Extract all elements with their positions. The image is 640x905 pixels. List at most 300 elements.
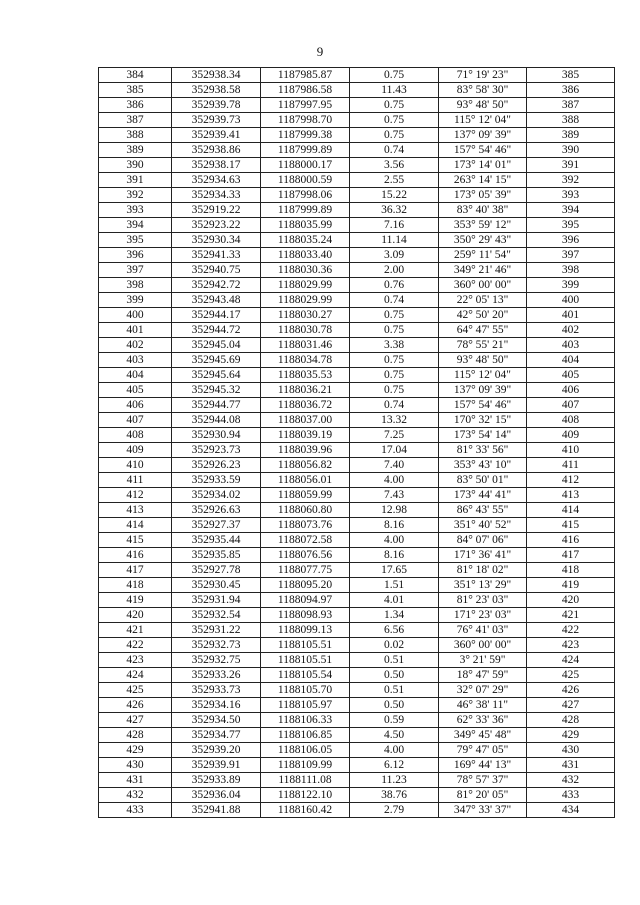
point-number: 385	[99, 83, 172, 98]
direction-angle: 173° 44' 41"	[439, 488, 527, 503]
direction-angle: 115° 12' 04"	[439, 368, 527, 383]
x-coordinate: 352933.26	[172, 668, 261, 683]
direction-angle: 157° 54' 46"	[439, 398, 527, 413]
table-row	[99, 323, 615, 338]
distance: 3.09	[350, 248, 439, 263]
x-coordinate: 352941.33	[172, 248, 261, 263]
x-coordinate: 352938.34	[172, 68, 261, 83]
direction-angle: 173° 54' 14"	[439, 428, 527, 443]
y-coordinate: 1188036.72	[261, 398, 350, 413]
direction-angle: 137° 09' 39"	[439, 383, 527, 398]
next-point-number: 412	[527, 473, 615, 488]
distance: 4.01	[350, 593, 439, 608]
direction-angle: 349° 45' 48"	[439, 728, 527, 743]
direction-angle: 360° 00' 00"	[439, 278, 527, 293]
table-row	[99, 698, 615, 713]
next-point-number: 416	[527, 533, 615, 548]
table-row	[99, 803, 615, 818]
x-coordinate: 352935.85	[172, 548, 261, 563]
distance: 0.74	[350, 293, 439, 308]
next-point-number: 423	[527, 638, 615, 653]
table-row	[99, 443, 615, 458]
table-row	[99, 578, 615, 593]
next-point-number: 424	[527, 653, 615, 668]
direction-angle: 22° 05' 13"	[439, 293, 527, 308]
distance: 0.02	[350, 638, 439, 653]
distance: 38.76	[350, 788, 439, 803]
distance: 4.00	[350, 743, 439, 758]
x-coordinate: 352935.44	[172, 533, 261, 548]
direction-angle: 171° 23' 03"	[439, 608, 527, 623]
y-coordinate: 1188077.75	[261, 563, 350, 578]
x-coordinate: 352940.75	[172, 263, 261, 278]
y-coordinate: 1188029.99	[261, 293, 350, 308]
next-point-number: 411	[527, 458, 615, 473]
x-coordinate: 352923.73	[172, 443, 261, 458]
y-coordinate: 1188105.51	[261, 653, 350, 668]
next-point-number: 426	[527, 683, 615, 698]
x-coordinate: 352941.88	[172, 803, 261, 818]
next-point-number: 429	[527, 728, 615, 743]
x-coordinate: 352930.34	[172, 233, 261, 248]
point-number: 387	[99, 113, 172, 128]
next-point-number: 392	[527, 173, 615, 188]
y-coordinate: 1188033.40	[261, 248, 350, 263]
point-number: 399	[99, 293, 172, 308]
point-number: 427	[99, 713, 172, 728]
direction-angle: 115° 12' 04"	[439, 113, 527, 128]
point-number: 417	[99, 563, 172, 578]
point-number: 406	[99, 398, 172, 413]
x-coordinate: 352943.48	[172, 293, 261, 308]
distance: 0.75	[350, 113, 439, 128]
x-coordinate: 352933.59	[172, 473, 261, 488]
next-point-number: 417	[527, 548, 615, 563]
table-row	[99, 248, 615, 263]
y-coordinate: 1187999.38	[261, 128, 350, 143]
y-coordinate: 1188109.99	[261, 758, 350, 773]
x-coordinate: 352934.16	[172, 698, 261, 713]
x-coordinate: 352939.41	[172, 128, 261, 143]
x-coordinate: 352939.73	[172, 113, 261, 128]
y-coordinate: 1187999.89	[261, 203, 350, 218]
point-number: 408	[99, 428, 172, 443]
distance: 0.51	[350, 653, 439, 668]
x-coordinate: 352938.17	[172, 158, 261, 173]
distance: 0.50	[350, 698, 439, 713]
direction-angle: 84° 07' 06"	[439, 533, 527, 548]
table-row	[99, 413, 615, 428]
x-coordinate: 352934.02	[172, 488, 261, 503]
next-point-number: 402	[527, 323, 615, 338]
distance: 0.75	[350, 323, 439, 338]
table-row	[99, 458, 615, 473]
x-coordinate: 352932.75	[172, 653, 261, 668]
table-row	[99, 68, 615, 83]
y-coordinate: 1188072.58	[261, 533, 350, 548]
distance: 0.74	[350, 143, 439, 158]
direction-angle: 353° 43' 10"	[439, 458, 527, 473]
point-number: 403	[99, 353, 172, 368]
direction-angle: 71° 19' 23"	[439, 68, 527, 83]
direction-angle: 157° 54' 46"	[439, 143, 527, 158]
direction-angle: 78° 57' 37"	[439, 773, 527, 788]
distance: 0.75	[350, 308, 439, 323]
x-coordinate: 352944.72	[172, 323, 261, 338]
next-point-number: 385	[527, 68, 615, 83]
direction-angle: 347° 33' 37"	[439, 803, 527, 818]
distance: 8.16	[350, 548, 439, 563]
point-number: 404	[99, 368, 172, 383]
y-coordinate: 1188105.51	[261, 638, 350, 653]
x-coordinate: 352930.45	[172, 578, 261, 593]
y-coordinate: 1188098.93	[261, 608, 350, 623]
table-row	[99, 488, 615, 503]
table-row	[99, 218, 615, 233]
table-row	[99, 653, 615, 668]
distance: 4.00	[350, 533, 439, 548]
direction-angle: 78° 55' 21"	[439, 338, 527, 353]
point-number: 433	[99, 803, 172, 818]
direction-angle: 76° 41' 03"	[439, 623, 527, 638]
y-coordinate: 1188039.19	[261, 428, 350, 443]
direction-angle: 83° 40' 38"	[439, 203, 527, 218]
point-number: 390	[99, 158, 172, 173]
table-row	[99, 638, 615, 653]
direction-angle: 351° 40' 52"	[439, 518, 527, 533]
table-row	[99, 368, 615, 383]
coordinates-table	[98, 67, 615, 818]
y-coordinate: 1188000.17	[261, 158, 350, 173]
next-point-number: 422	[527, 623, 615, 638]
distance: 6.12	[350, 758, 439, 773]
point-number: 424	[99, 668, 172, 683]
point-number: 426	[99, 698, 172, 713]
next-point-number: 414	[527, 503, 615, 518]
direction-angle: 93° 48' 50"	[439, 98, 527, 113]
y-coordinate: 1188106.05	[261, 743, 350, 758]
next-point-number: 418	[527, 563, 615, 578]
x-coordinate: 352945.64	[172, 368, 261, 383]
x-coordinate: 352945.69	[172, 353, 261, 368]
distance: 7.25	[350, 428, 439, 443]
next-point-number: 428	[527, 713, 615, 728]
distance: 12.98	[350, 503, 439, 518]
point-number: 420	[99, 608, 172, 623]
x-coordinate: 352927.78	[172, 563, 261, 578]
table-row	[99, 623, 615, 638]
distance: 7.16	[350, 218, 439, 233]
point-number: 395	[99, 233, 172, 248]
table-row	[99, 533, 615, 548]
y-coordinate: 1188076.56	[261, 548, 350, 563]
distance: 2.79	[350, 803, 439, 818]
x-coordinate: 352930.94	[172, 428, 261, 443]
y-coordinate: 1188056.01	[261, 473, 350, 488]
direction-angle: 173° 14' 01"	[439, 158, 527, 173]
table-row	[99, 683, 615, 698]
x-coordinate: 352934.77	[172, 728, 261, 743]
next-point-number: 410	[527, 443, 615, 458]
direction-angle: 64° 47' 55"	[439, 323, 527, 338]
table-row	[99, 308, 615, 323]
direction-angle: 93° 48' 50"	[439, 353, 527, 368]
y-coordinate: 1188030.78	[261, 323, 350, 338]
point-number: 393	[99, 203, 172, 218]
table-row	[99, 788, 615, 803]
distance: 7.40	[350, 458, 439, 473]
x-coordinate: 352939.91	[172, 758, 261, 773]
point-number: 414	[99, 518, 172, 533]
table-body	[99, 68, 615, 818]
distance: 7.43	[350, 488, 439, 503]
next-point-number: 390	[527, 143, 615, 158]
direction-angle: 173° 05' 39"	[439, 188, 527, 203]
point-number: 384	[99, 68, 172, 83]
point-number: 430	[99, 758, 172, 773]
x-coordinate: 352939.20	[172, 743, 261, 758]
table-row	[99, 83, 615, 98]
distance: 4.00	[350, 473, 439, 488]
point-number: 389	[99, 143, 172, 158]
direction-angle: 350° 29' 43"	[439, 233, 527, 248]
y-coordinate: 1188031.46	[261, 338, 350, 353]
distance: 0.76	[350, 278, 439, 293]
table-row	[99, 158, 615, 173]
direction-angle: 169° 44' 13"	[439, 758, 527, 773]
y-coordinate: 1187985.87	[261, 68, 350, 83]
y-coordinate: 1188105.70	[261, 683, 350, 698]
point-number: 394	[99, 218, 172, 233]
next-point-number: 401	[527, 308, 615, 323]
point-number: 431	[99, 773, 172, 788]
table-row	[99, 263, 615, 278]
next-point-number: 425	[527, 668, 615, 683]
y-coordinate: 1188035.53	[261, 368, 350, 383]
y-coordinate: 1188030.27	[261, 308, 350, 323]
direction-angle: 353° 59' 12"	[439, 218, 527, 233]
point-number: 400	[99, 308, 172, 323]
y-coordinate: 1188060.80	[261, 503, 350, 518]
direction-angle: 263° 14' 15"	[439, 173, 527, 188]
next-point-number: 427	[527, 698, 615, 713]
point-number: 397	[99, 263, 172, 278]
distance: 17.04	[350, 443, 439, 458]
next-point-number: 415	[527, 518, 615, 533]
table-row	[99, 293, 615, 308]
x-coordinate: 352942.72	[172, 278, 261, 293]
distance: 3.38	[350, 338, 439, 353]
table-row	[99, 518, 615, 533]
distance: 6.56	[350, 623, 439, 638]
direction-angle: 62° 33' 36"	[439, 713, 527, 728]
distance: 3.56	[350, 158, 439, 173]
y-coordinate: 1188106.85	[261, 728, 350, 743]
next-point-number: 394	[527, 203, 615, 218]
direction-angle: 83° 50' 01"	[439, 473, 527, 488]
x-coordinate: 352932.73	[172, 638, 261, 653]
direction-angle: 42° 50' 20"	[439, 308, 527, 323]
x-coordinate: 352934.63	[172, 173, 261, 188]
direction-angle: 360° 00' 00"	[439, 638, 527, 653]
direction-angle: 137° 09' 39"	[439, 128, 527, 143]
table-row	[99, 278, 615, 293]
next-point-number: 391	[527, 158, 615, 173]
point-number: 428	[99, 728, 172, 743]
direction-angle: 81° 33' 56"	[439, 443, 527, 458]
point-number: 416	[99, 548, 172, 563]
distance: 1.34	[350, 608, 439, 623]
next-point-number: 403	[527, 338, 615, 353]
next-point-number: 431	[527, 758, 615, 773]
y-coordinate: 1188034.78	[261, 353, 350, 368]
direction-angle: 349° 21' 46"	[439, 263, 527, 278]
y-coordinate: 1188035.99	[261, 218, 350, 233]
distance: 0.50	[350, 668, 439, 683]
x-coordinate: 352934.33	[172, 188, 261, 203]
next-point-number: 387	[527, 98, 615, 113]
x-coordinate: 352933.89	[172, 773, 261, 788]
next-point-number: 386	[527, 83, 615, 98]
next-point-number: 406	[527, 383, 615, 398]
point-number: 419	[99, 593, 172, 608]
next-point-number: 393	[527, 188, 615, 203]
distance: 0.75	[350, 68, 439, 83]
table-row	[99, 353, 615, 368]
point-number: 396	[99, 248, 172, 263]
y-coordinate: 1188000.59	[261, 173, 350, 188]
y-coordinate: 1188039.96	[261, 443, 350, 458]
x-coordinate: 352926.63	[172, 503, 261, 518]
table-row	[99, 173, 615, 188]
y-coordinate: 1188094.97	[261, 593, 350, 608]
point-number: 398	[99, 278, 172, 293]
direction-angle: 3° 21' 59"	[439, 653, 527, 668]
point-number: 413	[99, 503, 172, 518]
direction-angle: 46° 38' 11"	[439, 698, 527, 713]
point-number: 422	[99, 638, 172, 653]
y-coordinate: 1188030.36	[261, 263, 350, 278]
y-coordinate: 1188099.13	[261, 623, 350, 638]
next-point-number: 404	[527, 353, 615, 368]
distance: 8.16	[350, 518, 439, 533]
point-number: 412	[99, 488, 172, 503]
next-point-number: 407	[527, 398, 615, 413]
point-number: 429	[99, 743, 172, 758]
x-coordinate: 352933.73	[172, 683, 261, 698]
x-coordinate: 352931.22	[172, 623, 261, 638]
y-coordinate: 1188105.97	[261, 698, 350, 713]
point-number: 432	[99, 788, 172, 803]
table-row	[99, 773, 615, 788]
table-row	[99, 203, 615, 218]
direction-angle: 86° 43' 55"	[439, 503, 527, 518]
distance: 0.75	[350, 368, 439, 383]
y-coordinate: 1188122.10	[261, 788, 350, 803]
direction-angle: 81° 18' 02"	[439, 563, 527, 578]
point-number: 392	[99, 188, 172, 203]
table-row	[99, 668, 615, 683]
next-point-number: 419	[527, 578, 615, 593]
x-coordinate: 352938.58	[172, 83, 261, 98]
direction-angle: 32° 07' 29"	[439, 683, 527, 698]
x-coordinate: 352919.22	[172, 203, 261, 218]
table-row	[99, 428, 615, 443]
distance: 11.14	[350, 233, 439, 248]
table-row	[99, 383, 615, 398]
y-coordinate: 1188105.54	[261, 668, 350, 683]
point-number: 415	[99, 533, 172, 548]
point-number: 411	[99, 473, 172, 488]
next-point-number: 398	[527, 263, 615, 278]
x-coordinate: 352944.77	[172, 398, 261, 413]
distance: 0.75	[350, 353, 439, 368]
x-coordinate: 352939.78	[172, 98, 261, 113]
y-coordinate: 1187998.70	[261, 113, 350, 128]
table-row	[99, 473, 615, 488]
point-number: 386	[99, 98, 172, 113]
next-point-number: 397	[527, 248, 615, 263]
point-number: 425	[99, 683, 172, 698]
table-row	[99, 713, 615, 728]
x-coordinate: 352945.04	[172, 338, 261, 353]
y-coordinate: 1188111.08	[261, 773, 350, 788]
direction-angle: 170° 32' 15"	[439, 413, 527, 428]
x-coordinate: 352932.54	[172, 608, 261, 623]
table-row	[99, 128, 615, 143]
next-point-number: 395	[527, 218, 615, 233]
distance: 15.22	[350, 188, 439, 203]
x-coordinate: 352938.86	[172, 143, 261, 158]
next-point-number: 396	[527, 233, 615, 248]
direction-angle: 79° 47' 05"	[439, 743, 527, 758]
direction-angle: 83° 58' 30"	[439, 83, 527, 98]
x-coordinate: 352927.37	[172, 518, 261, 533]
y-coordinate: 1187998.06	[261, 188, 350, 203]
distance: 2.00	[350, 263, 439, 278]
distance: 1.51	[350, 578, 439, 593]
table-row	[99, 593, 615, 608]
next-point-number: 430	[527, 743, 615, 758]
y-coordinate: 1188035.24	[261, 233, 350, 248]
table-row	[99, 743, 615, 758]
direction-angle: 171° 36' 41"	[439, 548, 527, 563]
y-coordinate: 1188059.99	[261, 488, 350, 503]
table-row	[99, 728, 615, 743]
table-row	[99, 338, 615, 353]
table-row	[99, 188, 615, 203]
distance: 0.51	[350, 683, 439, 698]
x-coordinate: 352923.22	[172, 218, 261, 233]
distance: 36.32	[350, 203, 439, 218]
point-number: 388	[99, 128, 172, 143]
point-number: 405	[99, 383, 172, 398]
next-point-number: 434	[527, 803, 615, 818]
y-coordinate: 1188160.42	[261, 803, 350, 818]
table-row	[99, 98, 615, 113]
table-row	[99, 398, 615, 413]
next-point-number: 408	[527, 413, 615, 428]
point-number: 423	[99, 653, 172, 668]
point-number: 410	[99, 458, 172, 473]
direction-angle: 351° 13' 29"	[439, 578, 527, 593]
distance: 4.50	[350, 728, 439, 743]
table-row	[99, 233, 615, 248]
distance: 11.23	[350, 773, 439, 788]
x-coordinate: 352931.94	[172, 593, 261, 608]
point-number: 401	[99, 323, 172, 338]
direction-angle: 81° 23' 03"	[439, 593, 527, 608]
